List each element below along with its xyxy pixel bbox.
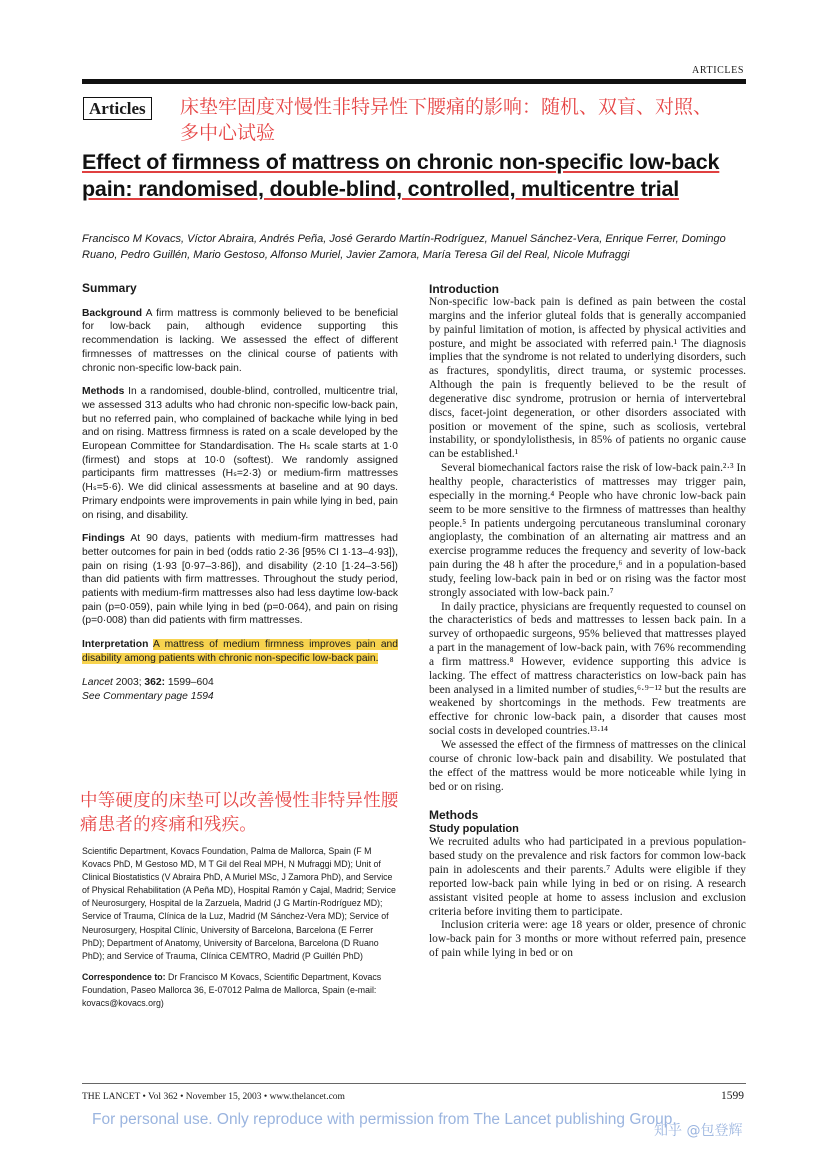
summary-findings <box>82 532 398 628</box>
background-label: Background <box>82 307 143 319</box>
body-column <box>429 282 746 961</box>
interpretation-label: Interpretation <box>82 639 149 651</box>
citation <box>82 676 398 704</box>
intro-paragraph-1: Non-specific low-back pain is defined as pain between the costal margins and the inferior gluteal folds that is generally accompanied by painful limitation of motion, is affected by physical activities and posture, and might be associated with referred pain.¹ The diagnosis implies that the syndrome is not related to underlying disorders, such as fractures, spondylitis, direct trauma, or systemic processes. Although the pain is frequently believed to be the result of degenerative disc syndrome, protrusion or hernia of intervertebral discs, facet-joint degeneration, or other disorders associated with position or movement of the spine, such as scoliosis, vertebral instability, or spondylolisthesis, in 85% of patients no organic cause can be established.¹ <box>429 296 746 461</box>
articles-badge: Articles <box>83 97 152 120</box>
study-population-heading: Study population <box>429 823 519 836</box>
footer-rule <box>82 1083 746 1084</box>
methods-text: In a randomised, double-blind, controlled, multicentre trial, we assessed 313 adults who had chronic non-specific low-back pain, but no referred pain, who complained of backache while lying in bed and on rising. Mattress firmness is rated on a scale developed by the European Committee for Standardisation. The Hₛ scale starts at 1·0 (firmest) and stops at 10·0 (softest). We randomly assigned participants firm mattresses (Hₛ=2·3) or medium-firm mattresses (Hₛ=5·6). We did clinical assessments at baseline and at 90 days. Primary endpoints were improvements in pain while lying in bed, pain on rising, and disability. <box>82 386 398 521</box>
chinese-title-annotation: 床垫牢固度对慢性非特异性下腰痛的影响：随机、双盲、对照、多中心试验 <box>180 96 713 144</box>
chinese-conclusion-annotation: 中等硬度的床垫可以改善慢性非特异性腰痛患者的疼痛和残疾。 <box>80 791 399 835</box>
findings-text: At 90 days, patients with medium-firm mattresses had better outcomes for pain in bed (odds ratio 2·36 [95% CI 1·13–4·93]), pain on rising (1·93 [0·97–3·86]), and disability (2·10 [1·24–3·56]) than did patients with firm mattresses. Throughout the study period, patients with medium-firm mattresses also had less daytime low-back pain (p=0·059), pain while lying in bed (p=0·064), and pain on rising (p=0·008) than did patients with firm mattresses. <box>82 533 398 627</box>
journal-footer: THE LANCET • Vol 362 • November 15, 2003 • www.thelancet.com <box>82 1092 345 1102</box>
intro-paragraph-4: We assessed the effect of the firmness of mattresses on the clinical course of chronic low-back pain and disability. We postulated that the effect of the mattress would be more noticeable while lying in bed or on rising. <box>429 739 746 793</box>
methods-heading: Methods <box>429 808 479 823</box>
correspondence <box>82 971 398 1010</box>
methods-paragraph-1: We recruited adults who had participated in a previous population-based study on the prevalence and risk factors for common low-back pain in adolescents and their parents.⁷ Adults were eligible if they reported low-back pain while lying in bed or on rising. A research assistant visited people at home to assess inclusion and exclusion criteria before inviting them to participate. <box>429 836 746 918</box>
section-label: ARTICLES <box>692 65 744 76</box>
correspondence-label: Correspondence to: <box>82 971 166 982</box>
intro-paragraph-2: Several biomechanical factors raise the risk of low-back pain.²·³ In healthy people, characteristics of mattresses may trigger pain, especially in the morning.⁴ People who have chronic low-back pain seem to be more sensitive to the firmness of mattresses than healthy people.⁵ In patients undergoing percutaneous transluminal coronary angioplasty, the combination of an alternating air mattress and an exercise programme reduces the frequency and severity of low-back pain during the 48 h after the procedure,⁶ and in a population-based study, feeling low-back pain in bed or on rising was the factor most strongly associated with low-back pain.⁷ <box>429 462 746 599</box>
commentary-link: See Commentary page 1594 <box>82 690 214 702</box>
summary-column <box>82 282 398 704</box>
citation-journal: Lancet <box>82 676 113 688</box>
author-list: Francisco M Kovacs, Víctor Abraira, Andrés Peña, José Gerardo Martín-Rodríguez, Manuel Sánchez-Vera, Enrique Ferrer, Domingo Ruano, Pedro Guillén, Mario Gestoso, Alfonso Muriel, Javier Zamora, María Teresa Gil del Real, Nicole Mufraggi <box>82 233 726 261</box>
summary-heading: Summary <box>82 281 137 295</box>
background-text: A firm mattress is commonly believed to be beneficial for low-back pain, although evidence supporting this recommendation is lacking. We assessed the effect of different firmnesses of mattresses on the clinical course of patients with chronic non-specific low-back pain. <box>82 307 398 374</box>
zhihu-watermark: 知乎 @包登辉 <box>654 1123 743 1139</box>
article-title <box>82 149 762 203</box>
summary-methods <box>82 385 398 522</box>
interpretation-highlight: A mattress of medium firmness improves pain and disability among patients with chronic non-specific low-back pain. <box>82 639 398 664</box>
intro-heading: Introduction <box>429 282 499 296</box>
citation-volume: 362: <box>144 676 166 688</box>
affiliations: Scientific Department, Kovacs Foundation, Palma de Mallorca, Spain (F M Kovacs PhD, M Gestoso MD, M T Gil del Real MPH, N Mufraggi MD); Unit of Clinical Biostatistics (V Abraira PhD, A Muriel MSc, J Zamora PhD), and Service of Physical Rehabilitation (A Peña MD), Hospital Ramón y Cajal, Madrid; Service of Neurosurgery, Hospital de la Zarzuela, Madrid (J G Martín-Rodríguez MD); Service of Trauma, Clínica de la Luz, Madrid (M Sánchez-Vera MD); Service of Neurosurgery, Hospital Clínic, University of Barcelona, Barcelona (E Ferrer PhD); Department of Anatomy, University of Barcelona, Barcelona (D Ruano PhD); and Service of Trauma, Clínica CEMTRO, Madrid (P Guillén PhD) <box>82 846 396 961</box>
methods-paragraph-2: Inclusion criteria were: age 18 years or older, presence of chronic low-back pain for 3 months or more without referred pain, presence of pain while lying in bed or on <box>429 919 746 960</box>
article-title-text: Effect of firmness of mattress on chronic non-specific low-back pain: randomised, double-blind, controlled, multicentre trial <box>82 150 720 201</box>
methods-label: Methods <box>82 386 125 398</box>
citation-pages: 1599–604 <box>165 676 214 688</box>
correspondence-text: Dr Francisco M Kovacs, Scientific Department, Kovacs Foundation, Paseo Mallorca 36, E-07012 Palma de Mallorca, Spain (e-mail: kovacs@kovacs.org) <box>82 971 382 1009</box>
affiliations-block <box>82 845 398 1018</box>
top-rule <box>82 79 746 84</box>
summary-background <box>82 307 398 376</box>
summary-interpretation <box>82 638 398 665</box>
intro-paragraph-3: In daily practice, physicians are frequently requested to counsel on the characteristics of beds and mattresses to lessen back pain. In a survey of orthopaedic surgeons, 95% believed that mattresses played a part in the management of low-back pain, with 76% recommending a firm mattress.⁸ However, evidence supporting this advice is lacking. The effect of mattress characteristics on low-back pain has been analysed in a limited number of studies,⁶·⁹⁻¹² but the results are weakened by shortcomings in the methods. Few treatments are effective for chronic low-back pain, a disorder that causes most social costs in developed countries.¹³·¹⁴ <box>429 600 746 738</box>
page-number: 1599 <box>721 1090 744 1102</box>
findings-label: Findings <box>82 533 125 545</box>
citation-year: 2003; <box>112 676 145 688</box>
section-gap <box>429 794 746 808</box>
permission-watermark: For personal use. Only reproduce with permission from The Lancet publishing Group. <box>92 1111 677 1128</box>
